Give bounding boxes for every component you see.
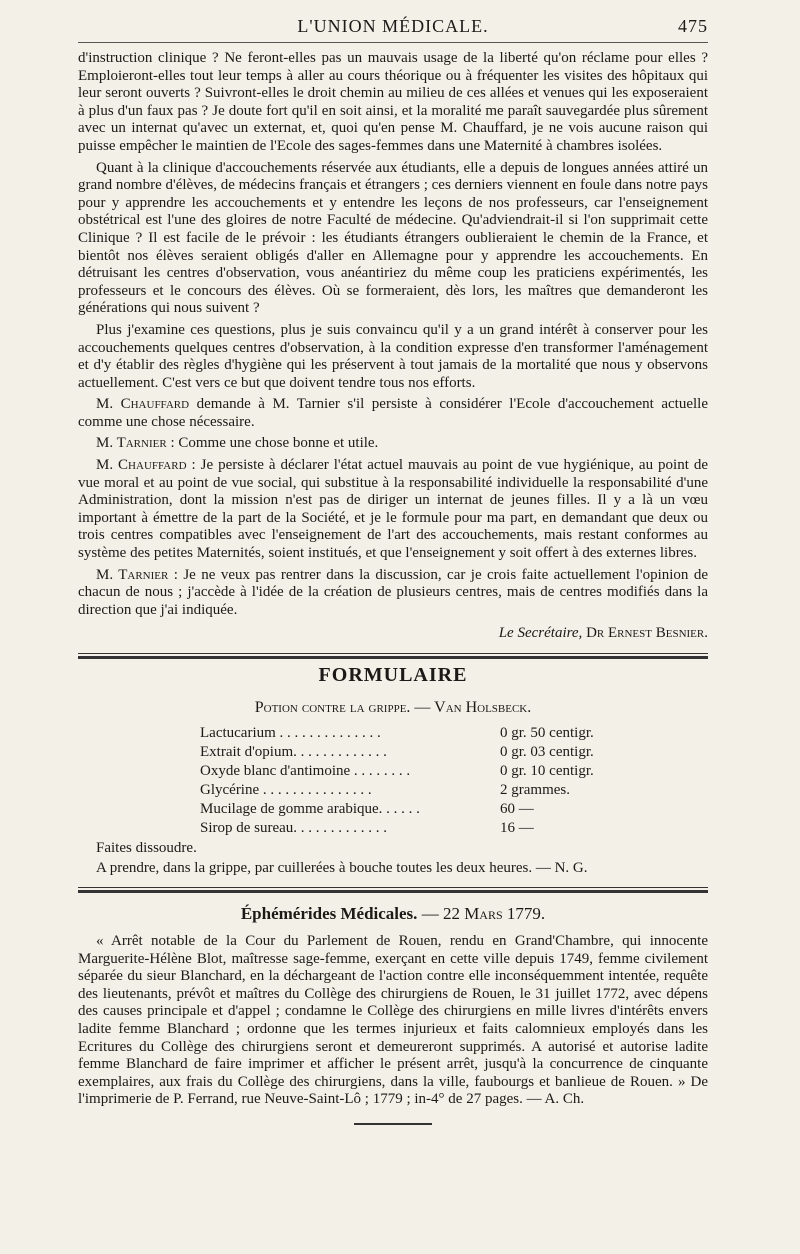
ingredient-name: Sirop de sureau. . . . . . . . . . . . . — [200, 820, 388, 837]
section-divider — [78, 653, 708, 659]
dialogue-text: demande à M. Tarnier s'il persiste à considérer l'Ecole d'accouchement actuelle comme une chose nécessaire. — [78, 396, 708, 430]
speaker: M. Chauffard — [96, 457, 187, 474]
ingredient-qty: 2 grammes. — [500, 782, 570, 799]
paragraph: Plus j'examine ces questions, plus je suis convaincu qu'il y a un grand intérêt à conserver pour les accouchements quelques centres d'observation, à la condition expresse d'en transformer l'aménagement et d'y établir des règles d'hygiène qui les préservent à tout jamais de la mortalité que nous y observons actuellement. C'est vers ce but que doivent tendre tous nos efforts. — [78, 321, 708, 391]
ingredient-name: Mucilage de gomme arabique. . . . . . — [200, 801, 420, 818]
ephemerides-title: Éphémérides Médicales. — [240, 904, 418, 924]
ingredient-name: Extrait d'opium. . . . . . . . . . . . . — [200, 744, 387, 761]
end-rule — [354, 1123, 432, 1125]
dialogue-text: : Je persiste à déclarer l'état actuel mauvais au point de vue hygiénique, au point de vue moral et au point de vue social, qui substitue à la responsabilité individuelle la responsabilité d'une Administration, dont la mission n'est pas de diriger un internat de jeunes filles. Il y a là un vœu important à émettre de la part de la Société, et je le formule pour ma part, en demandant que deux ou trois centres compatibles avec l'enseignement de l'art des accouchements, mais restant conformes au système des petites Maternités, soient institués, et que l'enseignement y soit offert à des externes libres. — [78, 457, 708, 562]
recipe-title: Potion contre la grippe. — Van Holsbeck. — [254, 698, 532, 716]
dialogue-turn — [78, 396, 708, 431]
signature-name: Dr Ernest Besnier. — [586, 625, 708, 642]
paragraph: « Arrêt notable de la Cour du Parlement de Rouen, rendu en Grand'Chambre, qui innocente Marguerite-Hélène Blot, maîtresse sage-femme, exerçant en cette ville depuis 1749, femme civilement séparée du sieur Blanchard, en la déchargeant de l'action contre elle inconséquemment intentée, requête des lieutenants, prévôt et maîtres du Collège des chirurgiens de Rouen, le 31 juillet 1772, avec dépens des causes principale et d'appel ; condamne le Collège des chirurgiens en mille livres d'intérêts envers ladite femme Blanchard ; ordonne que les termes injurieux et faits calomnieux employés dans les Ecritures du Collège des chirurgiens seront et demeureront supprimés. A autorisé et autorise ladite femme Blanchard de faire imprimer et afficher le présent arrêt, jusqu'à la concurrence de cinquante exemplaires, aux frais du Collège des chirurgiens, dans la ville, faubourgs et banlieue de Rouen. » De l'imprimerie de P. Ferrand, rue Neuve-Saint-Lô ; 1779 ; in-4° de 27 pages. — A. Ch. — [78, 932, 708, 1108]
paragraph: Quant à la clinique d'accouchements réservée aux étudiants, elle a depuis de longues années attiré un grand nombre d'élèves, de médecins français et étrangers ; ces derniers viennent en foule dans notre pays pour y apprendre les accouchements et y entendre les leçons de nos professeurs, car l'enseignement obstétrical est l'une des gloires de notre Faculté de médecine. Qu'adviendrait-il si l'on supprimait cette Clinique ? Il est facile de le prévoir : les étudiants étrangers oublieraient le chemin de la France, et bientôt nos élèves seraient obligés d'aller en Allemagne pour y apprendre les accouchements. En détruisant les centres d'observation, vous anéantiriez du même coup les praticiens expérimentés, les professeurs et le concours des élèves. Où se formeraient, dès lors, les maîtres que demanderont les générations qui nous suivent ? — [78, 159, 708, 317]
dialogue-text: : Comme une chose bonne et utile. — [166, 435, 379, 452]
ingredient-row — [200, 781, 665, 800]
ingredient-row — [200, 800, 665, 819]
ephemerides-date: — 22 Mars 1779. — [421, 904, 546, 924]
speaker: M. Tarnier — [96, 435, 167, 452]
signature — [78, 625, 708, 643]
section-title-formulaire: FORMULAIRE — [318, 664, 468, 686]
paragraph: d'instruction clinique ? Ne feront-elles pas un mauvais usage de la liberté qu'on réclame pour elles ? Emploieront-elles tout leur temps à aller au cours théorique ou à fréquenter les visites des hôpitaux qui leur seront ouverts ? Suivront-elles le droit chemin au milieu de ces allées et venues qui les exposeraient à plus d'un faux pas ? Je doute fort qu'il en soit ainsi, et la moralité me paraît sauvegardée plus sûrement avec un internat qu'avec un externat, et, quoi qu'en pense M. Chauffard, je ne vois aucune raison qui puisse empêcher le maintien de l'Ecole des sages-femmes dans une Maternité à chambres isolées. — [78, 50, 708, 154]
ingredient-qty: 60 — — [500, 801, 534, 818]
dialogue-turn — [78, 457, 708, 563]
dialogue-text: : Je ne veux pas rentrer dans la discussion, car je crois faite actuellement l'opinion de chacun de nous ; j'accède à l'idée de la création de plusieurs centres, mais de centres modifiés dans la direction que j'ai indiquée. — [78, 566, 708, 618]
ingredient-name: Oxyde blanc d'antimoine . . . . . . . . — [200, 763, 411, 780]
ingredient-name: Glycérine . . . . . . . . . . . . . . . — [200, 782, 372, 799]
ingredient-qty: 0 gr. 50 centigr. — [500, 725, 594, 742]
section-title-ephemerides — [78, 905, 708, 923]
running-header — [78, 14, 708, 43]
ingredient-qty: 16 — — [500, 820, 534, 837]
ingredient-row — [200, 762, 665, 781]
recipe-note: Faites dissoudre. — [96, 840, 197, 857]
signature-role: Le Secrétaire, — [498, 625, 583, 642]
ingredient-row — [200, 819, 665, 838]
dialogue-turn — [78, 567, 708, 620]
ingredient-qty: 0 gr. 10 centigr. — [500, 763, 594, 780]
recipe-instructions: A prendre, dans la grippe, par cuillerées à bouche toutes les deux heures. — N. G. — [96, 859, 588, 876]
journal-title: L'UNION MÉDICALE. — [297, 16, 489, 36]
dialogue-turn — [78, 435, 708, 453]
ingredient-row — [200, 724, 665, 743]
article-body — [78, 50, 708, 1125]
speaker: M. Chauffard — [96, 396, 190, 413]
speaker: M. Tarnier — [96, 566, 169, 583]
page-number: 475 — [678, 16, 708, 36]
ingredient-name: Lactucarium . . . . . . . . . . . . . . — [200, 725, 381, 742]
ingredient-qty: 0 gr. 03 centigr. — [500, 744, 594, 761]
section-divider — [78, 887, 708, 893]
ingredient-row — [200, 743, 665, 762]
